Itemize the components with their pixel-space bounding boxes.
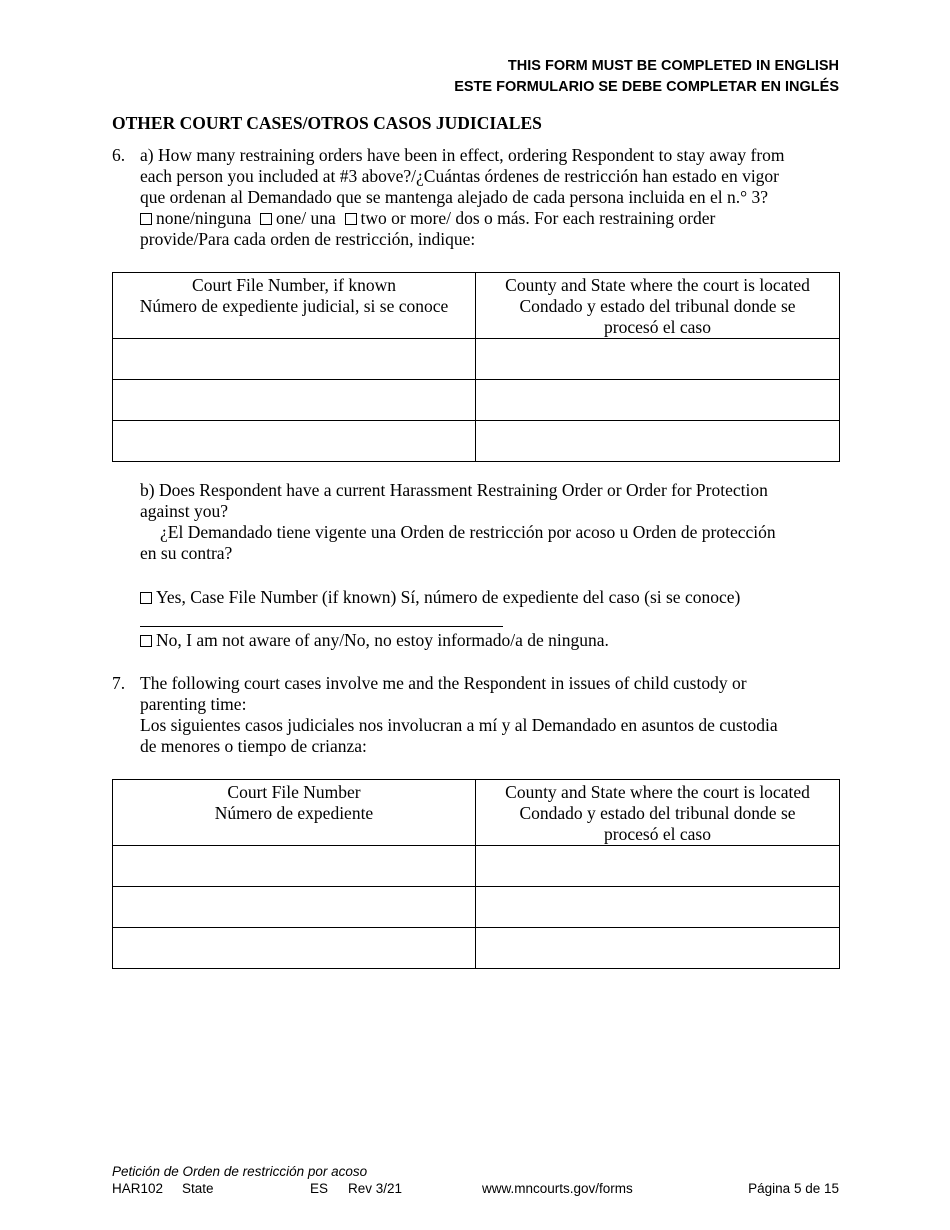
- court-file-number-cell[interactable]: [113, 846, 476, 887]
- header-line: Condado y estado del tribunal donde se: [519, 803, 796, 823]
- yes-option: [140, 587, 740, 608]
- question-7-line: The following court cases involve me and the Respondent in issues of child custody or: [140, 673, 747, 693]
- footer-form-code: HAR102: [112, 1181, 164, 1196]
- question-6b-line: ¿El Demandado tiene vigente una Orden de restricción por acoso u Orden de protección: [160, 522, 776, 542]
- court-file-number-header: [113, 273, 476, 339]
- county-state-cell[interactable]: [476, 928, 840, 969]
- county-state-cell[interactable]: [476, 846, 840, 887]
- court-file-number-cell[interactable]: [113, 421, 476, 462]
- header-line: County and State where the court is located: [505, 275, 810, 295]
- question-6b-line: b) Does Respondent have a current Harassment Restraining Order or Order for Protection: [140, 480, 768, 500]
- no-option: [140, 630, 609, 651]
- county-state-header: [476, 780, 840, 846]
- none-checkbox[interactable]: [140, 213, 152, 225]
- table-header-row: [113, 273, 840, 339]
- yes-checkbox[interactable]: [140, 592, 152, 604]
- no-label: No, I am not aware of any/No, no estoy informado/a de ninguna.: [156, 630, 609, 650]
- footer-language: ES: [310, 1181, 329, 1196]
- county-state-header: [476, 273, 840, 339]
- footer-url[interactable]: www.mncourts.gov/forms: [482, 1181, 633, 1196]
- question-6b-line: against you?: [140, 501, 228, 521]
- header-line: County and State where the court is located: [505, 782, 810, 802]
- english-only-banner: [454, 56, 839, 98]
- one-checkbox[interactable]: [260, 213, 272, 225]
- yes-label: Yes, Case File Number (if known) Sí, número de expediente del caso (si se conoce): [156, 587, 741, 607]
- court-file-number-cell[interactable]: [113, 380, 476, 421]
- table-row: [113, 928, 840, 969]
- county-state-cell[interactable]: [476, 380, 840, 421]
- table-row: [113, 421, 840, 462]
- question-7-text: [140, 673, 778, 757]
- restraining-order-count-options: [140, 208, 785, 229]
- table-row: [113, 846, 840, 887]
- two-or-more-label: two or more/ dos o más. For each restraining order: [360, 208, 716, 228]
- header-line: Court File Number, if known: [192, 275, 396, 295]
- none-label: none/ninguna: [156, 208, 252, 228]
- question-6-number: 6.: [112, 145, 126, 165]
- county-state-cell[interactable]: [476, 339, 840, 380]
- question-7-line: parenting time:: [140, 694, 247, 714]
- one-label: one/ una: [276, 208, 336, 228]
- section-title: OTHER COURT CASES/OTROS CASOS JUDICIALES: [112, 113, 542, 133]
- footer-form-title: Petición de Orden de restricción por acoso: [112, 1164, 368, 1179]
- court-file-number-cell[interactable]: [113, 339, 476, 380]
- header-line: Número de expediente judicial, si se conoce: [139, 296, 449, 316]
- custody-cases-table: [112, 779, 840, 969]
- question-7-line: de menores o tiempo de crianza:: [140, 736, 367, 756]
- provide-instruction: provide/Para cada orden de restricción, indique:: [140, 229, 476, 249]
- question-6a-line: each person you included at #3 above?/¿Cuántas órdenes de restricción han estado en vigor: [140, 166, 780, 186]
- banner-line-en: THIS FORM MUST BE COMPLETED IN ENGLISH: [507, 58, 839, 74]
- table-row: [113, 380, 840, 421]
- court-file-number-header: [113, 780, 476, 846]
- header-line: Court File Number: [227, 782, 361, 802]
- table-header-row: [113, 780, 840, 846]
- two-or-more-checkbox[interactable]: [345, 213, 357, 225]
- banner-line-es: ESTE FORMULARIO SE DEBE COMPLETAR EN INGLÉS: [454, 79, 839, 95]
- footer-revision: Rev 3/21: [348, 1181, 403, 1196]
- header-line: procesó el caso: [604, 824, 711, 844]
- county-state-cell[interactable]: [476, 421, 840, 462]
- no-checkbox[interactable]: [140, 635, 152, 647]
- restraining-orders-table: [112, 272, 840, 462]
- table-row: [113, 887, 840, 928]
- footer-page-number: Página 5 de 15: [748, 1181, 839, 1196]
- county-state-cell[interactable]: [476, 887, 840, 928]
- question-6a-line: que ordenan al Demandado que se mantenga alejado de cada persona incluida en el n.° 3?: [140, 187, 768, 207]
- header-line: Condado y estado del tribunal donde se: [519, 296, 796, 316]
- footer-state: State: [182, 1181, 214, 1196]
- question-6a-text: [140, 145, 785, 250]
- case-file-number-line[interactable]: [140, 626, 503, 627]
- court-file-number-cell[interactable]: [113, 887, 476, 928]
- header-line: procesó el caso: [604, 317, 711, 337]
- court-file-number-cell[interactable]: [113, 928, 476, 969]
- table-row: [113, 339, 840, 380]
- question-7-line: Los siguientes casos judiciales nos involucran a mí y al Demandado en asuntos de custodia: [140, 715, 778, 735]
- question-6b-text: [140, 480, 776, 564]
- question-7-number: 7.: [112, 673, 126, 693]
- question-6b-line: en su contra?: [140, 543, 233, 563]
- question-6a-line: a) How many restraining orders have been in effect, ordering Respondent to stay away from: [140, 145, 785, 165]
- header-line: Número de expediente: [214, 803, 374, 823]
